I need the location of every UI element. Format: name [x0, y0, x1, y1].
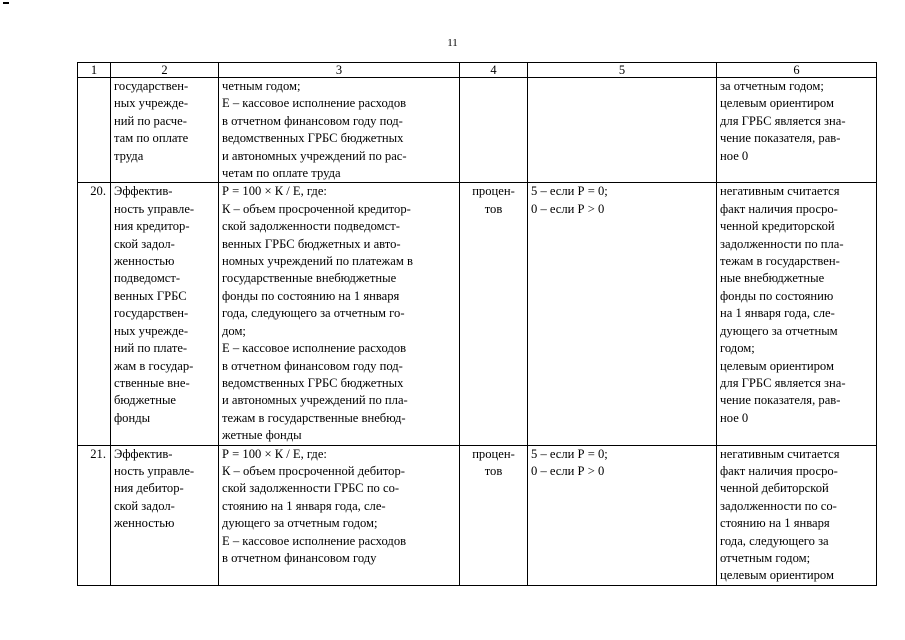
- table-row: [78, 183, 877, 445]
- header-cell: 2: [111, 63, 219, 78]
- row-number-cell: [78, 78, 111, 183]
- unit-line: тов: [484, 463, 503, 478]
- formula-line: номных учреждений по платежам в: [222, 254, 413, 269]
- indicator-name-cell: [111, 78, 219, 183]
- unit-cell: [460, 183, 528, 445]
- formula-line: Е – кассовое исполнение расходов: [222, 533, 407, 548]
- comment-line: негативным считается: [720, 446, 840, 461]
- corner-mark: [3, 2, 9, 4]
- comment-line: для ГРБС является зна-: [720, 113, 846, 128]
- header-cell: 6: [717, 63, 877, 78]
- formula-line: года, следующего за отчетным го-: [222, 306, 405, 321]
- formula-cell: [219, 183, 460, 445]
- formula-line: К – объем просроченной дебитор-: [222, 463, 405, 478]
- formula-line: ведомственных ГРБС бюджетных: [222, 375, 404, 390]
- unit-cell: [460, 445, 528, 585]
- header-cell: 4: [460, 63, 528, 78]
- formula-line: дом;: [222, 323, 246, 338]
- formula-line: К – объем просроченной кредитор-: [222, 201, 411, 216]
- indicator-name-line: фонды: [114, 410, 151, 425]
- indicator-name-line: ния кредитор-: [114, 219, 190, 234]
- comment-line: отчетным годом;: [720, 550, 811, 565]
- formula-line: жетные фонды: [222, 428, 302, 443]
- comment-line: тежам в государствен-: [720, 254, 840, 269]
- indicator-name-line: ных учрежде-: [114, 323, 189, 338]
- score-line: 5 – если Р = 0;: [531, 446, 608, 461]
- indicator-name-line: ность управле-: [114, 201, 195, 216]
- indicator-name-line: бюджетные: [114, 393, 177, 408]
- comment-line: стоянию на 1 января: [720, 516, 830, 531]
- formula-line: ской задолженности ГРБС по со-: [222, 481, 400, 496]
- formula-line: фонды по состоянию на 1 января: [222, 288, 400, 303]
- indicator-name-line: государствен-: [114, 306, 189, 321]
- row-number: 20.: [90, 184, 106, 199]
- indicator-name-line: венных ГРБС: [114, 288, 187, 303]
- formula-line: дующего за отчетным годом;: [222, 516, 378, 531]
- score-line: 0 – если Р > 0: [531, 201, 605, 216]
- formula-line: стоянию на 1 января года, сле-: [222, 498, 386, 513]
- row-number-cell: [78, 183, 111, 445]
- unit-line: процен-: [472, 184, 515, 199]
- formula-line: четам по оплате труда: [222, 166, 341, 181]
- page-number: 11: [447, 37, 458, 49]
- indicator-name-line: ской задол-: [114, 236, 175, 251]
- comment-cell: [717, 445, 877, 585]
- formula-cell: [219, 78, 460, 183]
- indicator-name-line: Эффектив-: [114, 446, 173, 461]
- formula-line: и автономных учреждений по пла-: [222, 393, 408, 408]
- scores-cell: [528, 445, 717, 585]
- formula-line: Е – кассовое исполнение расходов: [222, 96, 407, 111]
- scores-cell: [528, 78, 717, 183]
- comment-line: факт наличия просро-: [720, 201, 838, 216]
- comment-line: задолженности по со-: [720, 498, 837, 513]
- comment-line: ченной дебиторской: [720, 481, 829, 496]
- indicator-name-line: ской задол-: [114, 498, 175, 513]
- comment-cell: [717, 78, 877, 183]
- comment-line: ное 0: [720, 148, 749, 163]
- comment-line: ные внебюджетные: [720, 271, 825, 286]
- indicator-name-line: жам в государ-: [114, 358, 194, 373]
- formula-line: Р = 100 × К / Е, где:: [222, 446, 327, 461]
- comment-line: чение показателя, рав-: [720, 131, 841, 146]
- indicator-name-line: подведомст-: [114, 271, 181, 286]
- formula-line: в отчетном финансовом году под-: [222, 358, 403, 373]
- header-cell: 1: [78, 63, 111, 78]
- comment-line: за отчетным годом;: [720, 79, 824, 93]
- indicator-name-cell: [111, 183, 219, 445]
- unit-line: процен-: [472, 446, 515, 461]
- formula-line: государственные внебюджетные: [222, 271, 397, 286]
- comment-line: негативным считается: [720, 184, 840, 199]
- table-row: [78, 445, 877, 585]
- comment-line: ное 0: [720, 410, 749, 425]
- score-line: 0 – если Р > 0: [531, 463, 605, 478]
- header-row: [78, 63, 877, 78]
- formula-line: четным годом;: [222, 79, 301, 93]
- comment-line: для ГРБС является зна-: [720, 375, 846, 390]
- scores-cell: [528, 183, 717, 445]
- indicators-table: [77, 62, 877, 586]
- indicator-name-line: государствен-: [114, 79, 189, 93]
- comment-line: чение показателя, рав-: [720, 393, 841, 408]
- formula-line: венных ГРБС бюджетных и авто-: [222, 236, 401, 251]
- row-number-cell: [78, 445, 111, 585]
- comment-line: фонды по состоянию: [720, 288, 834, 303]
- indicator-name-line: женностью: [114, 516, 175, 531]
- comment-cell: [717, 183, 877, 445]
- comment-line: целевым ориентиром: [720, 96, 834, 111]
- formula-line: тежам в государственные внебюд-: [222, 410, 406, 425]
- formula-line: в отчетном финансовом году: [222, 550, 377, 565]
- formula-line: ведомственных ГРБС бюджетных: [222, 131, 404, 146]
- row-number: 21.: [90, 446, 106, 461]
- comment-line: года, следующего за: [720, 533, 829, 548]
- score-line: 5 – если Р = 0;: [531, 184, 608, 199]
- comment-line: ченной кредиторской: [720, 219, 835, 234]
- comment-line: годом;: [720, 341, 755, 356]
- header-cell: 3: [219, 63, 460, 78]
- unit-line: тов: [484, 201, 503, 216]
- comment-line: факт наличия просро-: [720, 463, 838, 478]
- unit-cell: [460, 78, 528, 183]
- indicator-name-line: ственные вне-: [114, 375, 190, 390]
- formula-line: ской задолженности подведомст-: [222, 219, 400, 234]
- header-cell: 5: [528, 63, 717, 78]
- indicator-name-line: ния дебитор-: [114, 481, 184, 496]
- indicator-name-line: ний по плате-: [114, 341, 188, 356]
- comment-line: на 1 января года, сле-: [720, 306, 835, 321]
- comment-line: дующего за отчетным: [720, 323, 838, 338]
- indicator-name-line: Эффектив-: [114, 184, 173, 199]
- formula-line: Р = 100 × К / Е, где:: [222, 184, 327, 199]
- indicator-name-line: труда: [114, 148, 144, 163]
- comment-line: целевым ориентиром: [720, 358, 834, 373]
- indicator-name-line: ных учрежде-: [114, 96, 189, 111]
- formula-line: Е – кассовое исполнение расходов: [222, 341, 407, 356]
- indicator-name-line: там по оплате: [114, 131, 189, 146]
- table-row: [78, 78, 877, 183]
- formula-line: и автономных учреждений по рас-: [222, 148, 407, 163]
- indicator-name-line: ность управле-: [114, 463, 195, 478]
- indicator-name-line: женностью: [114, 254, 175, 269]
- comment-line: задолженности по пла-: [720, 236, 844, 251]
- indicator-name-cell: [111, 445, 219, 585]
- formula-line: в отчетном финансовом году под-: [222, 113, 403, 128]
- formula-cell: [219, 445, 460, 585]
- comment-line: целевым ориентиром: [720, 568, 834, 583]
- indicator-name-line: ний по расче-: [114, 113, 187, 128]
